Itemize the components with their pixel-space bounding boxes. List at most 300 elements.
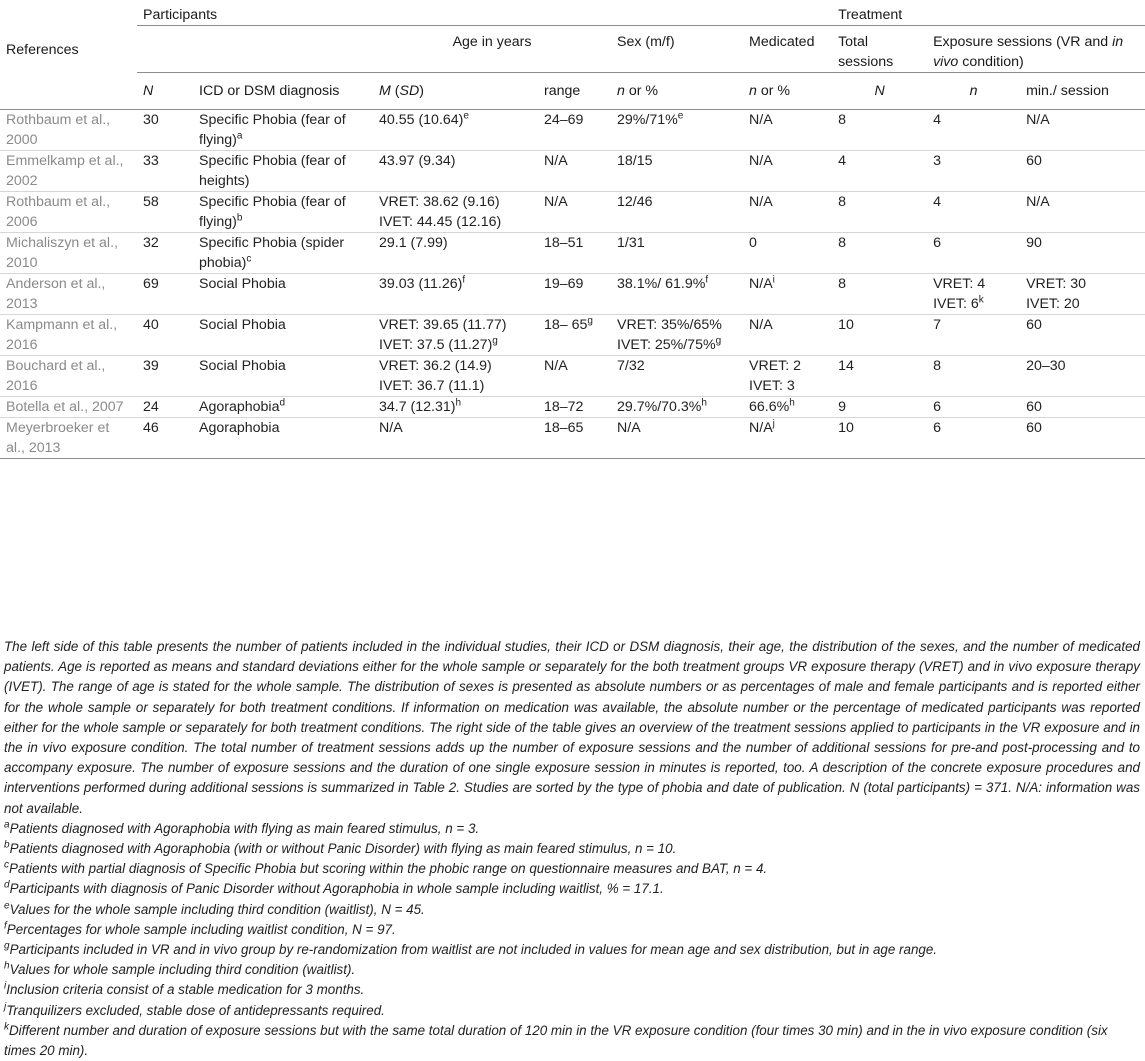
cell-line — [379, 110, 532, 130]
cell-line — [143, 397, 187, 417]
cell-sex — [611, 110, 743, 151]
footnote-mark: c — [246, 253, 252, 265]
cell-n — [137, 397, 193, 418]
cell-diagnosis — [193, 110, 373, 151]
cell-text: N/A — [749, 153, 773, 169]
cell-line — [838, 315, 921, 335]
cell-line — [544, 397, 605, 417]
cell-line — [379, 335, 532, 355]
cell-n — [137, 233, 193, 274]
header-total-sessions: Total sessions — [832, 26, 927, 73]
cell-text: IVET: 3 — [749, 378, 795, 394]
cell-text: 8 — [838, 235, 846, 251]
cell-text: 8 — [838, 112, 846, 128]
cell-line — [617, 151, 737, 171]
footnote-text: Inclusion criteria consist of a stable medication for 3 months. — [6, 982, 365, 998]
footnote-mark: k — [978, 294, 984, 306]
table-row — [0, 315, 1145, 356]
cell-line — [617, 192, 737, 212]
footnote-text: Tranquilizers excluded, stable dose of antidepressants required. — [6, 1002, 385, 1018]
cell-text: IVET: 20 — [1026, 296, 1080, 312]
cell-line — [6, 151, 131, 191]
cell-text: 66.6% — [749, 399, 790, 415]
cell-exposure-n — [927, 274, 1020, 315]
cell-text: 20–30 — [1026, 358, 1066, 374]
cell-line — [143, 418, 187, 438]
cell-text: Specific Phobia (spider phobia) — [199, 235, 345, 271]
cell-medicated — [743, 397, 832, 418]
cell-text: 58 — [143, 194, 159, 210]
cell-n — [137, 356, 193, 397]
cell-text: N/A — [379, 420, 403, 436]
cell-age — [373, 233, 538, 274]
footnote — [4, 940, 1140, 960]
cell-medicated — [743, 274, 832, 315]
cell-text: 3 — [933, 153, 941, 169]
cell-line — [199, 192, 367, 232]
cell-text: N/A — [1026, 194, 1050, 210]
table-row — [0, 110, 1145, 151]
cell-exposure-n — [927, 356, 1020, 397]
cell-line — [617, 274, 737, 294]
cell-age — [373, 151, 538, 192]
cell-line — [933, 397, 1014, 417]
cell-line — [749, 397, 826, 417]
cell-text: 60 — [1026, 420, 1042, 436]
cell-line — [143, 151, 187, 171]
cell-text: VRET: 35%/65% — [617, 317, 722, 333]
cell-range — [538, 418, 611, 459]
cell-line — [199, 274, 367, 294]
footnote-text: Participants with diagnosis of Panic Disorder without Agoraphobia in whole sample including waitlist, % = 17.1. — [9, 881, 664, 897]
cell-text: 90 — [1026, 235, 1042, 251]
cell-text: IVET: 36.7 (11.1) — [379, 378, 485, 394]
cell-line — [933, 110, 1014, 130]
cell-exposure-n — [927, 418, 1020, 459]
cell-line — [933, 274, 1014, 294]
cell-range — [538, 192, 611, 233]
header-range: range — [544, 83, 581, 99]
cell-n — [137, 192, 193, 233]
cell-medicated — [743, 192, 832, 233]
footnote-text: Values for whole sample including third condition (waitlist). — [9, 962, 356, 978]
cell-min-session — [1020, 151, 1145, 192]
cell-line — [933, 192, 1014, 212]
footnote — [4, 1001, 1140, 1021]
cell-text: 0 — [749, 235, 757, 251]
cell-text: 8 — [838, 276, 846, 292]
table-row — [0, 151, 1145, 192]
cell-total-sessions — [832, 151, 927, 192]
cell-line — [6, 418, 131, 458]
cell-total-sessions — [832, 418, 927, 459]
cell-text: VRET: 36.2 (14.9) — [379, 358, 492, 374]
cell-age — [373, 315, 538, 356]
cell-reference — [0, 418, 137, 459]
cell-total-sessions — [832, 110, 927, 151]
cell-line — [544, 418, 605, 438]
cell-text: 4 — [933, 112, 941, 128]
cell-line — [143, 110, 187, 130]
footnote — [4, 859, 1140, 879]
footnote — [4, 879, 1140, 899]
cell-text: N/A — [749, 420, 773, 436]
cell-exposure-n — [927, 315, 1020, 356]
cell-min-session — [1020, 397, 1145, 418]
cell-text: 43.97 (9.34) — [379, 153, 456, 169]
cell-min-session — [1020, 110, 1145, 151]
cell-line — [6, 397, 131, 417]
cell-text: 24 — [143, 399, 159, 415]
header-treatment: Treatment — [832, 5, 1145, 26]
footnote — [4, 960, 1140, 980]
cell-text: N/A — [749, 112, 773, 128]
cell-text: Botella et al., 2007 — [6, 399, 124, 415]
cell-text: N/A — [1026, 112, 1050, 128]
cell-line — [838, 356, 921, 376]
cell-diagnosis — [193, 274, 373, 315]
footnote-mark: d — [4, 879, 10, 891]
cell-line — [379, 418, 532, 438]
cell-text: 29.1 (7.99) — [379, 235, 448, 251]
cell-line — [143, 315, 187, 335]
cell-reference — [0, 356, 137, 397]
cell-line — [6, 110, 131, 150]
cell-text: 6 — [933, 399, 941, 415]
cell-line — [1026, 274, 1139, 294]
footnote-mark: h — [455, 397, 462, 409]
cell-line — [199, 418, 367, 438]
cell-text: 34.7 (12.31) — [379, 399, 456, 415]
footnote — [4, 920, 1140, 940]
footnote-mark: c — [4, 859, 9, 871]
cell-line — [1026, 110, 1139, 130]
cell-line — [617, 233, 737, 253]
cell-text: Social Phobia — [199, 276, 286, 292]
footnotes — [4, 819, 1140, 1061]
cell-line — [379, 274, 532, 294]
cell-diagnosis — [193, 397, 373, 418]
cell-line — [6, 192, 131, 232]
cell-text: 19–69 — [544, 276, 584, 292]
cell-line — [379, 397, 532, 417]
cell-text: 40.55 (10.64) — [379, 112, 464, 128]
cell-line — [199, 151, 367, 191]
cell-line — [379, 151, 532, 171]
table-row — [0, 192, 1145, 233]
cell-diagnosis — [193, 356, 373, 397]
cell-sex — [611, 356, 743, 397]
cell-line — [838, 192, 921, 212]
footnote-mark: d — [279, 397, 286, 409]
footnote-mark: b — [4, 839, 10, 851]
cell-age — [373, 356, 538, 397]
cell-line — [933, 356, 1014, 376]
cell-text: 12/46 — [617, 194, 653, 210]
table-row — [0, 397, 1145, 418]
cell-text: IVET: 37.5 (11.27) — [379, 337, 493, 353]
cell-total-sessions — [832, 274, 927, 315]
cell-min-session — [1020, 192, 1145, 233]
header-medicated-n: n or % — [749, 83, 791, 99]
cell-text: Social Phobia — [199, 358, 286, 374]
cell-line — [617, 356, 737, 376]
footnote-mark: k — [4, 1021, 9, 1033]
cell-reference — [0, 192, 137, 233]
footnote — [4, 839, 1140, 859]
header-references: References — [6, 41, 79, 58]
footnote-mark: i — [4, 980, 7, 992]
header-min-session: min./ session — [1026, 83, 1109, 99]
cell-medicated — [743, 151, 832, 192]
cell-line — [617, 418, 737, 438]
footnote-mark: a — [4, 819, 10, 831]
cell-range — [538, 233, 611, 274]
studies-table — [0, 5, 1145, 459]
cell-range — [538, 110, 611, 151]
cell-sex — [611, 233, 743, 274]
cell-min-session — [1020, 233, 1145, 274]
footnote-mark: g — [715, 335, 722, 347]
cell-text: 6 — [933, 235, 941, 251]
cell-line — [143, 274, 187, 294]
cell-line — [1026, 294, 1139, 314]
cell-line — [749, 151, 826, 171]
cell-text: N/A — [544, 153, 568, 169]
cell-age — [373, 418, 538, 459]
cell-text: 60 — [1026, 153, 1042, 169]
cell-text: 33 — [143, 153, 159, 169]
cell-text: 29.7%/70.3% — [617, 399, 702, 415]
cell-line — [544, 274, 605, 294]
cell-range — [538, 315, 611, 356]
cell-text: 18–72 — [544, 399, 584, 415]
cell-text: 32 — [143, 235, 159, 251]
cell-line — [749, 418, 826, 438]
cell-line — [749, 274, 826, 294]
cell-line — [749, 356, 826, 376]
cell-line — [379, 233, 532, 253]
cell-line — [617, 335, 737, 355]
cell-text: 9 — [838, 399, 846, 415]
footnote — [4, 900, 1140, 920]
cell-text: N/A — [749, 276, 773, 292]
cell-text: Specific Phobia (fear of heights) — [199, 153, 346, 189]
cell-line — [379, 192, 532, 212]
footnote-mark: h — [701, 397, 707, 409]
cell-text: 24–69 — [544, 112, 584, 128]
cell-text: 7 — [933, 317, 941, 333]
table-row — [0, 233, 1145, 274]
cell-line — [838, 274, 921, 294]
header-sex-n: n or % — [617, 83, 659, 99]
cell-text: 38.1%/ 61.9% — [617, 276, 706, 292]
cell-text: 39.03 (11.26) — [379, 276, 463, 292]
cell-total-sessions — [832, 315, 927, 356]
cell-min-session — [1020, 356, 1145, 397]
cell-text: N/A — [544, 358, 568, 374]
cell-text: 18–65 — [544, 420, 584, 436]
cell-exposure-n — [927, 192, 1020, 233]
cell-medicated — [743, 418, 832, 459]
cell-line — [1026, 356, 1139, 376]
table-row — [0, 418, 1145, 459]
cell-diagnosis — [193, 192, 373, 233]
cell-text: 18–51 — [544, 235, 584, 251]
footnote — [4, 980, 1140, 1000]
cell-sex — [611, 315, 743, 356]
cell-line — [617, 315, 737, 335]
footnote-mark: b — [236, 212, 243, 224]
cell-text: Michaliszyn et al., 2010 — [6, 235, 118, 271]
footnote-mark: f — [705, 274, 709, 286]
cell-line — [6, 356, 131, 396]
cell-age — [373, 397, 538, 418]
cell-reference — [0, 110, 137, 151]
cell-line — [379, 356, 532, 376]
cell-exposure-n — [927, 397, 1020, 418]
header-medicated: Medicated — [743, 26, 832, 73]
footnote-mark: h — [789, 397, 795, 409]
cell-line — [749, 110, 826, 130]
cell-text: 8 — [933, 358, 941, 374]
footnote-mark: f — [462, 274, 466, 286]
cell-medicated — [743, 233, 832, 274]
cell-text: 10 — [838, 317, 854, 333]
cell-line — [749, 376, 826, 396]
footnote-mark: j — [772, 418, 775, 430]
cell-line — [544, 192, 605, 212]
cell-line — [1026, 418, 1139, 438]
cell-text: Specific Phobia (fear of flying) — [199, 194, 346, 230]
footnote-mark: f — [4, 920, 7, 932]
footnote-mark: e — [677, 110, 684, 122]
cell-reference — [0, 315, 137, 356]
cell-total-sessions — [832, 233, 927, 274]
cell-text: VRET: 2 — [749, 358, 802, 374]
cell-line — [933, 151, 1014, 171]
cell-text: 6 — [933, 420, 941, 436]
header-age: Age in years — [373, 26, 611, 73]
cell-text: Kampmann et al., 2016 — [6, 317, 118, 353]
cell-medicated — [743, 315, 832, 356]
cell-line — [617, 110, 737, 130]
cell-text: 69 — [143, 276, 159, 292]
cell-age — [373, 110, 538, 151]
table-header — [0, 5, 1145, 110]
cell-text: Rothbaum et al., 2006 — [6, 194, 111, 230]
footnote-text: Patients diagnosed with Agoraphobia (with or without Panic Disorder) with flying as main feared stimulus, n = 10. — [9, 841, 677, 857]
cell-reference — [0, 397, 137, 418]
cell-diagnosis — [193, 315, 373, 356]
header-mean-sd: M (SD) — [379, 83, 424, 99]
cell-reference — [0, 274, 137, 315]
cell-text: 18/15 — [617, 153, 653, 169]
header-sex: Sex (m/f) — [611, 26, 743, 73]
cell-line — [749, 192, 826, 212]
footnote-text: Patients with partial diagnosis of Specific Phobia but scoring within the phobic range on questionnaire measures and BAT, n = 4. — [9, 861, 768, 877]
cell-text: IVET: 25%/75% — [617, 337, 716, 353]
cell-line — [544, 233, 605, 253]
footnote-text: Values for the whole sample including third condition (waitlist), N = 45. — [9, 901, 425, 917]
cell-exposure-n — [927, 110, 1020, 151]
cell-text: 18– 65 — [544, 317, 588, 333]
cell-text: 39 — [143, 358, 159, 374]
cell-text: 4 — [933, 194, 941, 210]
cell-text: 30 — [143, 112, 159, 128]
table-row — [0, 274, 1145, 315]
cell-line — [379, 376, 532, 396]
cell-diagnosis — [193, 418, 373, 459]
cell-line — [933, 418, 1014, 438]
cell-sex — [611, 397, 743, 418]
cell-line — [379, 315, 532, 335]
header-participants: Participants — [137, 5, 832, 26]
cell-exposure-n — [927, 233, 1020, 274]
cell-line — [379, 212, 532, 232]
cell-line — [143, 233, 187, 253]
cell-text: 60 — [1026, 317, 1042, 333]
cell-text: 14 — [838, 358, 854, 374]
cell-line — [749, 315, 826, 335]
cell-line — [838, 110, 921, 130]
cell-text: Bouchard et al., 2016 — [6, 358, 106, 394]
footnote-mark: e — [4, 900, 10, 912]
cell-text: 7/32 — [617, 358, 645, 374]
cell-min-session — [1020, 274, 1145, 315]
cell-text: Agoraphobia — [199, 420, 280, 436]
cell-line — [933, 233, 1014, 253]
cell-line — [933, 315, 1014, 335]
cell-text: 8 — [838, 194, 846, 210]
cell-line — [199, 315, 367, 335]
footnote-text: Different number and duration of exposure sessions but with the same total duration of 120 min in the VR exposure condition (four times 30 min) and in the in vivo exposure condition (six times 20 min). — [4, 1022, 1108, 1059]
footnote-mark: j — [4, 1001, 7, 1013]
cell-line — [933, 294, 1014, 314]
cell-text: VRET: 39.65 (11.77) — [379, 317, 507, 333]
cell-reference — [0, 151, 137, 192]
cell-min-session — [1020, 315, 1145, 356]
table-notes — [4, 637, 1140, 1061]
cell-age — [373, 192, 538, 233]
cell-range — [538, 397, 611, 418]
cell-diagnosis — [193, 151, 373, 192]
cell-text: N/A — [544, 194, 568, 210]
cell-line — [1026, 233, 1139, 253]
cell-diagnosis — [193, 233, 373, 274]
cell-line — [838, 397, 921, 417]
cell-line — [199, 356, 367, 376]
header-diagnosis: ICD or DSM diagnosis — [199, 83, 340, 99]
cell-line — [199, 233, 367, 273]
cell-medicated — [743, 110, 832, 151]
cell-sex — [611, 151, 743, 192]
table-description: The left side of this table presents the number of patients included in the individual studies, their ICD or DSM diagnosis, their age, the distribution of the sexes, and the number of medicated patients. Age is reported as means and standard deviations either for the whole sample or separately for the both treatment groups VR exposure therapy (VRET) and in vivo exposure therapy (IVET). The range of age is stated for the whole sample. The distribution of sexes is presented as absolute numbers or as percentages of male and female participants and is reported either for the whole sample or separately for both treatment conditions. If information on medication was available, the absolute number or the percentage of medicated participants was reported either for the whole sample or separately for both treatment conditions. The right side of the table gives an overview of the treatment sessions applied to participants in the VR exposure and in the in vivo exposure condition. The total number of treatment sessions adds up the number of exposure sessions and the number of additional sessions for pre-and post-processing and to accompany exposure. The number of exposure sessions and the duration of one single exposure session in minutes is reported, too. A description of the concrete exposure procedures and interventions performed during additional sessions is summarized in Table 2. Studies are sorted by the type of phobia and date of publication. N (total participants) = 371. N/A: information was not available. — [4, 639, 1140, 816]
cell-text: VRET: 30 — [1026, 276, 1086, 292]
footnote-mark: h — [4, 960, 10, 972]
cell-line — [1026, 192, 1139, 212]
cell-line — [143, 356, 187, 376]
cell-text: Emmelkamp et al., 2002 — [6, 153, 124, 189]
cell-range — [538, 356, 611, 397]
cell-total-sessions — [832, 356, 927, 397]
cell-n — [137, 151, 193, 192]
footnote — [4, 819, 1140, 839]
cell-line — [199, 110, 367, 150]
cell-line — [143, 192, 187, 212]
footnote-mark: e — [463, 110, 469, 122]
header-exposure-sessions: Exposure sessions (VR and in vivo condition) — [927, 26, 1145, 73]
